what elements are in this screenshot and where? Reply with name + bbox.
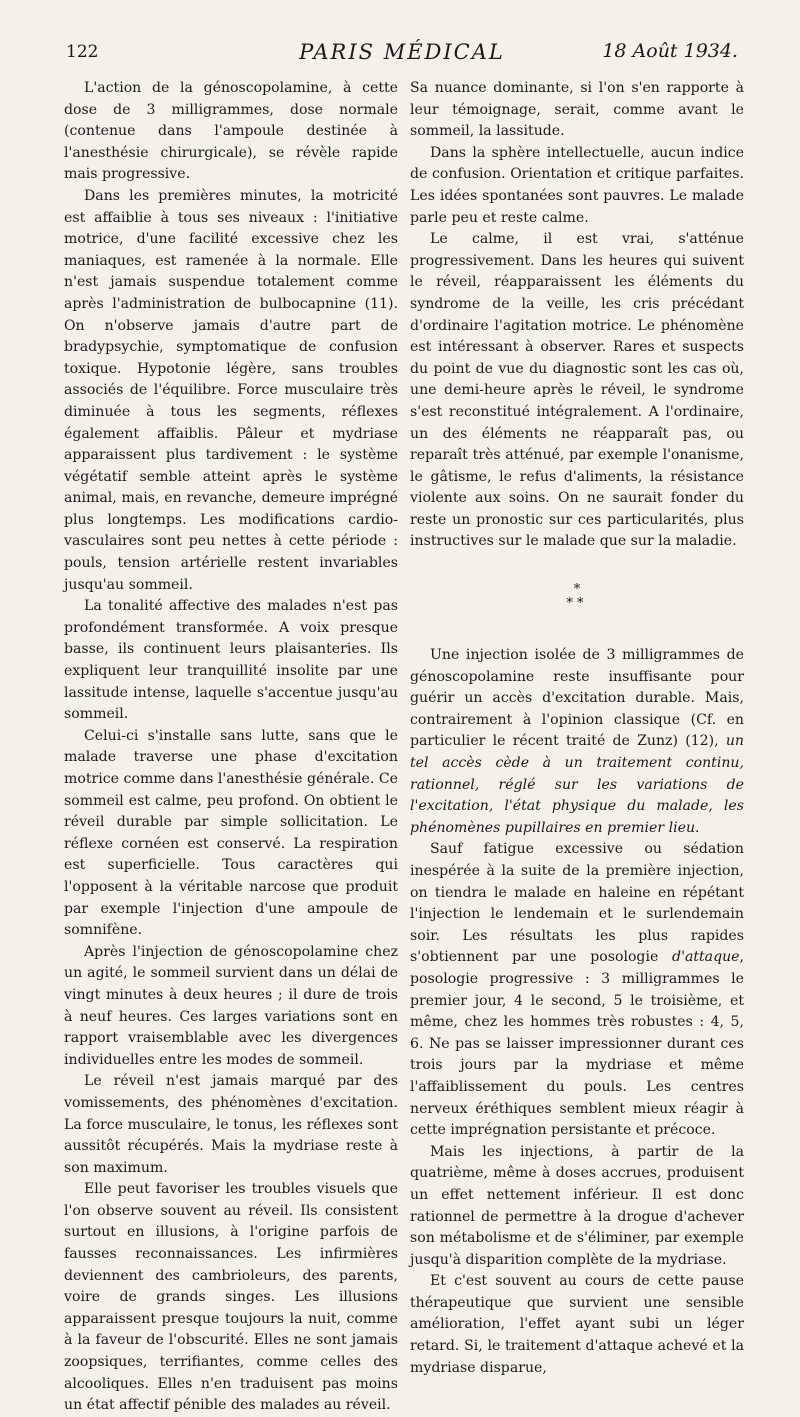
paragraph: Dans les premières minutes, la motricité est affaiblie à tous ses niveaux : l'initiative motrice, d'une facilité excessive chez les maniaques, est ramenée à la normale. Elle n'est jamais suspendue totalement comme après l'administration de bulbocapnine (11). On n'observe jamais d'autre part de bradypsychie, symptomatique de confusion toxique. Hypotonie légère, sans troubles associés de l'équilibre. Force musculaire très diminuée à tous les segments, réflexes également affaiblis. Pâleur et mydriase apparaissent plus tardivement : le système végétatif semble atteint après le système animal, mais, en revanche, demeure imprégné plus longtemps. Les modifications cardio-vasculaires sont peu nettes à cette période : pouls, tension artérielle restent invariables jusqu'au sommeil. [64, 187, 398, 593]
paragraph-text: Une injection isolée de 3 milligrammes de génoscopolamine reste insuffisante pour guérir un accès d'excitation durable. Mais, contrairement à l'opinion classique (Cf. en particulier le récent traité de Zunz) (12), [410, 647, 744, 750]
paragraph-text: , posologie progressive : 3 milligrammes le premier jour, 4 le second, 5 le troisième, et même, chez les hommes très robustes : 4, 5, 6. Ne pas se laisser impressionner durant ces trois jours par la mydriase et même l'affaiblissement du pouls. Les centres nerveux éréthiques semblent mieux réagir à cette imprégnation persistante et précoce. [410, 949, 744, 1139]
issue-date: 18 Août 1934. [602, 40, 738, 62]
journal-title: PARIS MÉDICAL [299, 40, 505, 64]
paragraph: Et c'est souvent au cours de cette pause thérapeutique que survient une sensible amélioration, l'effet ayant subi un léger retard. Si, le traitement d'attaque achevé et la mydriase disparue, [410, 1273, 744, 1376]
paragraph: Elle peut favoriser les troubles visuels que l'on observe souvent au réveil. Ils consistent surtout en illusions, à l'origine parfois de fausses reconnaissances. Les infirmières deviennent des cambrioleurs, des parents, voire de grands singes. Les illusions apparaissent presque toujours la nuit, comme à la faveur de l'obscurité. Elles ne sont jamais zoopsiques, terrifiantes, comme celles des alcooliques. Elles n'en traduisent pas moins un état affectif pénible des malades au réveil. [64, 1181, 398, 1414]
emphasized-text: un tel accès cède à un traitement continu, rationnel, réglé sur les variations de l'excitation, l'état physique du malade, les phénomènes pupillaires en premier lieu. [410, 733, 744, 836]
left-column [64, 78, 398, 1417]
page-header [66, 42, 738, 72]
paragraph [410, 839, 744, 1141]
paragraph: Celui-ci s'installe sans lutte, sans que le malade traverse une phase d'excitation motrice comme dans l'anesthésie générale. Ce sommeil est calme, peu profond. On obtient le réveil durable par simple sollicitation. Le réflexe cornéen est conservé. La respiration est superficielle. Tous caractères qui l'opposent à la véritable narcose que produit par exemple l'injection d'une ampoule de somnifène. [64, 727, 398, 939]
paragraph: La tonalité affective des malades n'est pas profondément transformée. A voix presque basse, ils continuent leurs plaisanteries. Ils expliquent leur tranquillité insolite par une lassitude intense, laquelle s'accentue jusqu'au sommeil. [64, 598, 398, 723]
page-number: 122 [66, 42, 99, 62]
paragraph-continuation: Sa nuance dominante, si l'on s'en rapporte à leur témoignage, serait, comme avant le sommeil, la lassitude. [410, 80, 744, 140]
right-column [410, 78, 744, 1379]
asterism-top: * [573, 582, 581, 598]
paragraph: L'action de la génoscopolamine, à cette dose de 3 milligrammes, dose normale (contenue dans l'ampoule destinée à l'anesthésie chirurgicale), se révèle rapide mais progressive. [64, 80, 398, 183]
paragraph: Dans la sphère intellectuelle, aucun indice de confusion. Orientation et critique parfaites. Les idées spontanées sont pauvres. Le malade parle peu et reste calme. [410, 144, 744, 226]
paragraph: Le calme, il est vrai, s'atténue progressivement. Dans les heures qui suivent le réveil, réapparaissent les éléments du syndrome de la veille, les cris précédant d'ordinaire l'agitation motrice. Le phénomène est intéressant à observer. Rares et suspects du point de vue du diagnostic sont les cas où, une demi-heure après le réveil, le syndrome s'est reconstitué intégralement. A l'ordinaire, un des éléments ne réapparaît pas, ou reparaît très atténué, par exemple l'onanisme, le gâtisme, le refus d'aliments, la résistance violente aux soins. On ne saurait fonder du reste un pronostic sur ces particularités, plus instructives sur le malade que sur la maladie. [410, 231, 744, 550]
section-asterism [410, 583, 744, 611]
asterism-bottom: ** [566, 596, 588, 612]
paragraph [410, 645, 744, 839]
paragraph: Mais les injections, à partir de la quatrième, même à doses accrues, produisent un effet nettement inférieur. Il est donc rationnel de permettre à la drogue d'achever son métabolisme et de s'éliminer, par exemple jusqu'à disparition complète de la mydriase. [410, 1143, 744, 1268]
paragraph: Après l'injection de génoscopolamine chez un agité, le sommeil survient dans un délai de vingt minutes à deux heures ; il dure de trois à neuf heures. Ces larges variations sont en rapport vraisemblable avec les divergences individuelles entre les modes de sommeil. [64, 943, 398, 1068]
paragraph: Le réveil n'est jamais marqué par des vomissements, des phénomènes d'excitation. La force musculaire, le tonus, les réflexes sont aussitôt récupérés. Mais la mydriase reste à son maximum. [64, 1073, 398, 1176]
paragraph-text: Sauf fatigue excessive ou sédation inespérée à la suite de la première injection, on tiendra le malade en haleine en répétant l'injection le lendemain et le surlendemain soir. Les résultats les plus rapides s'obtiennent par une posologie [410, 841, 744, 966]
emphasized-text: d'attaque [672, 949, 740, 966]
